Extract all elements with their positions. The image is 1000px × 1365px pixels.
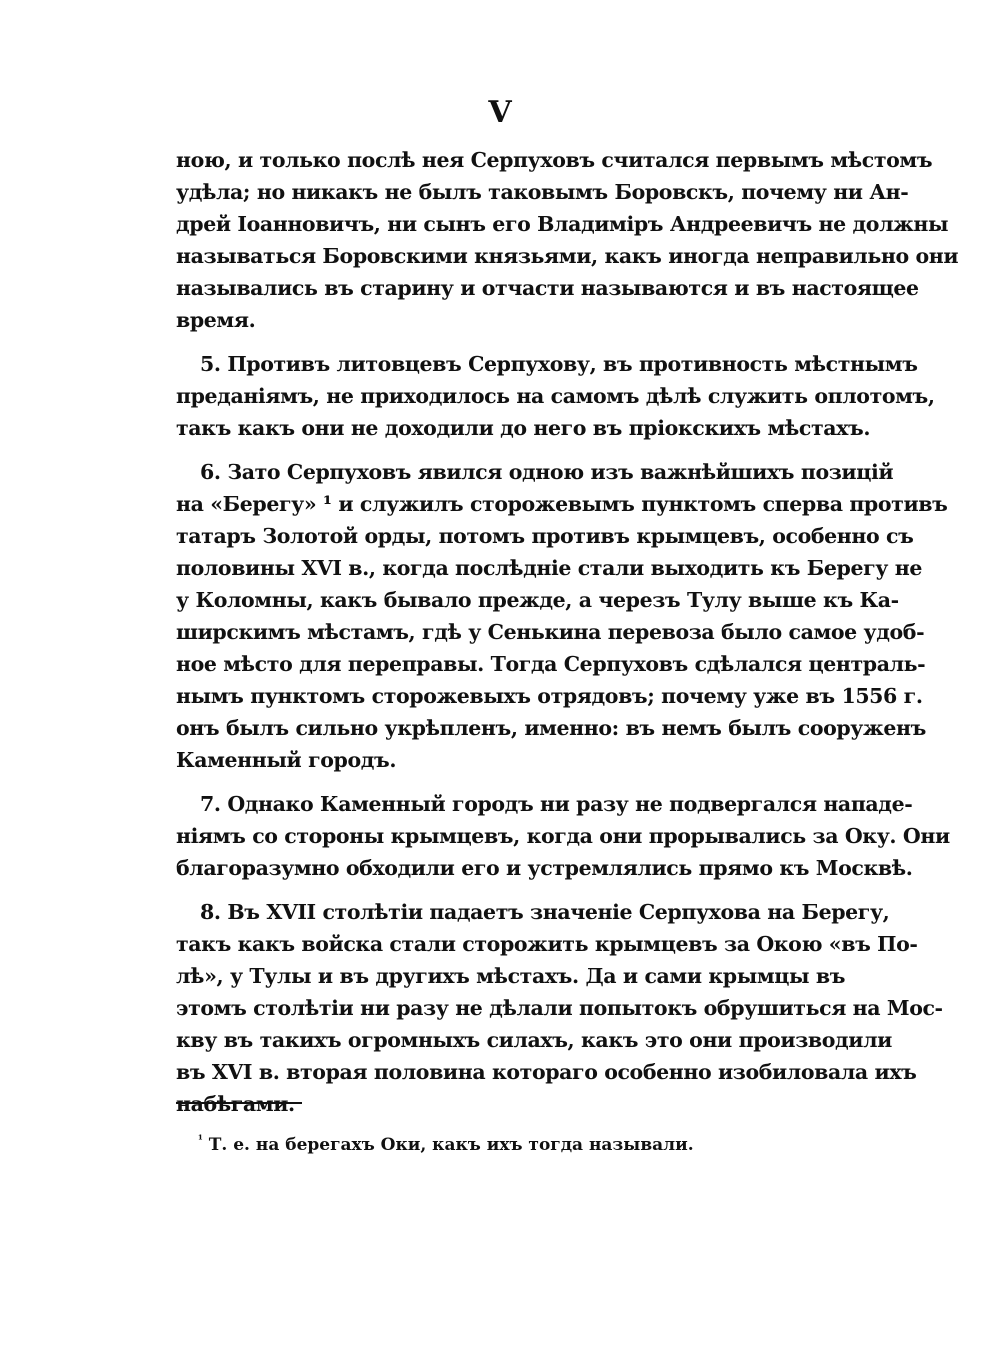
text-line: Каменный городъ.	[176, 748, 397, 772]
paragraph	[176, 896, 943, 1120]
text-line: ною, и только послѣ нея Серпуховъ считался первымъ мѣстомъ	[176, 148, 933, 172]
text-line: назывались въ старину и отчасти называются и въ настоящее	[176, 276, 919, 300]
footnote-divider	[176, 1102, 302, 1104]
text-line: ное мѣсто для переправы. Тогда Серпуховъ сдѣлался централь-	[176, 652, 926, 676]
text-line: нымъ пунктомъ сторожевыхъ отрядовъ; почему уже въ 1556 г.	[176, 684, 923, 708]
text-line: удѣла; но никакъ не былъ таковымъ Боровскъ, почему ни Ан-	[176, 180, 909, 204]
paragraph	[176, 348, 935, 444]
text-line: набѣгами.	[176, 1092, 295, 1116]
paragraph	[176, 456, 948, 776]
paragraph	[176, 788, 950, 884]
text-line: называться Боровскими князьями, какъ иногда неправильно они	[176, 244, 959, 268]
text-line: такъ какъ они не доходили до него въ пріокскихъ мѣстахъ.	[176, 416, 871, 440]
text-line: этомъ столѣтіи ни разу не дѣлали попытокъ обрушиться на Мос-	[176, 996, 943, 1020]
text-line: кву въ такихъ огромныхъ силахъ, какъ это они производили	[176, 1028, 892, 1052]
text-line: время.	[176, 308, 256, 332]
text-line: на «Берегу» ¹ и служилъ сторожевымъ пунктомъ сперва противъ	[176, 492, 948, 516]
footnote	[198, 1133, 694, 1157]
text-line: половины XVI в., когда послѣдніе стали выходить къ Берегу не	[176, 556, 922, 580]
text-line: въ XVI в. вторая половина котораго особенно изобиловала ихъ	[176, 1060, 917, 1084]
text-line: 6. Зато Серпуховъ явился одною изъ важнѣйшихъ позицій	[200, 460, 894, 484]
text-line: лѣ», у Тулы и въ другихъ мѣстахъ. Да и сами крымцы въ	[176, 964, 846, 988]
text-line: татаръ Золотой орды, потомъ противъ крымцевъ, особенно съ	[176, 524, 914, 548]
text-line: у Коломны, какъ бывало прежде, а черезъ Тулу выше къ Ка-	[176, 588, 899, 612]
footnote-marker: ¹	[198, 1133, 203, 1146]
text-line: ширскимъ мѣстамъ, гдѣ у Сенькина перевоза было самое удоб-	[176, 620, 925, 644]
text-line: преданіямъ, не приходилось на самомъ дѣлѣ служить оплотомъ,	[176, 384, 935, 408]
text-line: благоразумно обходили его и устремлялись прямо къ Москвѣ.	[176, 856, 913, 880]
footnote-text: Т. е. на берегахъ Оки, какъ ихъ тогда называли.	[208, 1135, 694, 1155]
main-text	[176, 144, 959, 1132]
paragraph	[176, 144, 959, 336]
text-line: онъ былъ сильно укрѣпленъ, именно: въ немъ былъ сооруженъ	[176, 716, 926, 740]
text-line: ніямъ со стороны крымцевъ, когда они прорывались за Оку. Они	[176, 824, 950, 848]
text-line: 8. Въ XVII столѣтіи падаетъ значеніе Серпухова на Берегу,	[200, 900, 890, 924]
page-number: V	[488, 95, 512, 130]
text-line: такъ какъ войска стали сторожить крымцевъ за Окою «въ По-	[176, 932, 918, 956]
text-line: дрей Іоанновичъ, ни сынъ его Владиміръ Андреевичъ не должны	[176, 212, 949, 236]
text-line: 5. Противъ литовцевъ Серпухову, въ противность мѣстнымъ	[200, 352, 918, 376]
text-line: 7. Однако Каменный городъ ни разу не подвергался нападе-	[200, 792, 913, 816]
